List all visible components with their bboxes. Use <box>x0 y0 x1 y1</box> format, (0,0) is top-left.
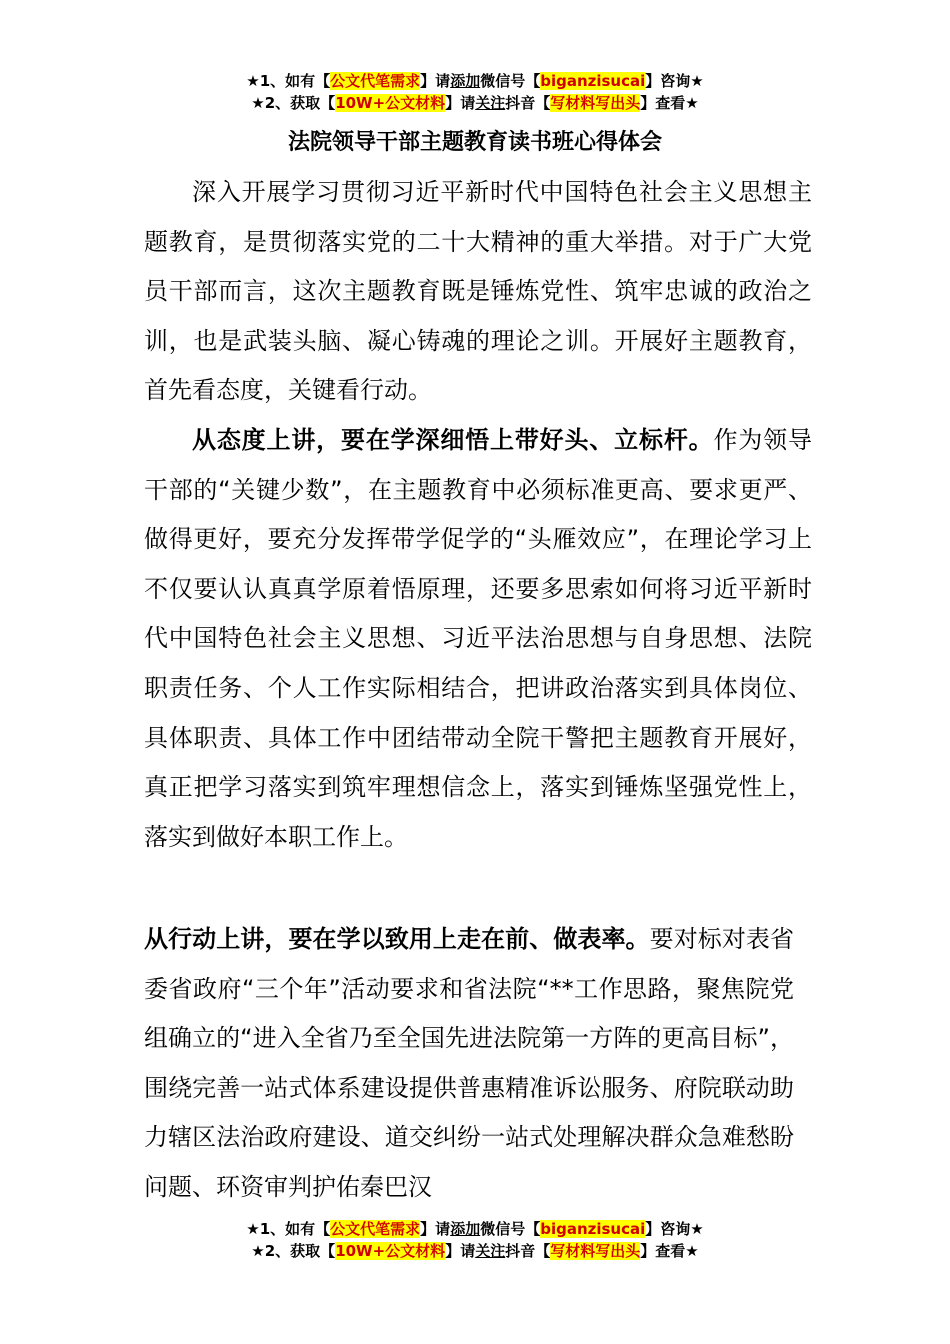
promo-text: 抖音【 <box>505 1242 551 1260</box>
promo-text: 】请 <box>445 94 476 112</box>
paragraph-text: 要对标对表省委省政府“三个年”活动要求和省法院“**工作思路，聚焦院党组确立的“进入全省乃至全国先进法院第一方阵的更高目标”，围绕完善一站式体系建设提供普惠精准诉讼服务、府院联动助力辖区法治政府建设、道交纠纷一站式处理解决群众急难愁盼问题、环资审判护佑秦巴汉 <box>144 925 795 1201</box>
promo-text: 】请 <box>445 1242 476 1260</box>
promo-highlight: biganzisucai <box>540 72 646 90</box>
promo-text: ★2、获取【 <box>251 1242 336 1260</box>
body-paragraph-3 <box>144 915 794 1213</box>
promo-text: 微信号【 <box>480 1220 541 1238</box>
footer-promo-banner <box>0 1218 950 1262</box>
promo-highlight: 10W+公文材料 <box>335 1242 446 1260</box>
promo-line-2 <box>0 1240 950 1262</box>
header-promo-banner <box>0 70 950 114</box>
paragraph-text: 深入开展学习贯彻习近平新时代中国特色社会主义思想主题教育，是贯彻落实党的二十大精神的重大举措。对于广大党员干部而言，这次主题教育既是锤炼党性、筑牢忠诚的政治之训，也是武装头脑、凝心铸魂的理论之训。开展好主题教育，首先看态度，关键看行动。 <box>144 178 812 405</box>
promo-text: 】查看★ <box>640 94 699 112</box>
promo-highlight: 公文代笔需求 <box>330 72 421 90</box>
promo-text: 】咨询★ <box>645 1220 704 1238</box>
promo-text: 】请 <box>420 1220 451 1238</box>
promo-line-2 <box>0 92 950 114</box>
promo-text: ★2、获取【 <box>251 94 336 112</box>
paragraph-lead: 从行动上讲，要在学以致用上走在前、做表率。 <box>144 925 650 953</box>
paragraph-lead: 从态度上讲，要在学深细悟上带好头、立标杆。 <box>192 426 714 454</box>
body-paragraph-2 <box>144 416 812 862</box>
promo-line-1 <box>0 70 950 92</box>
promo-highlight: 公文代笔需求 <box>330 1220 421 1238</box>
promo-highlight: biganzisucai <box>540 1220 646 1238</box>
promo-text: 抖音【 <box>505 94 551 112</box>
promo-line-1 <box>0 1218 950 1240</box>
promo-underlined: 添加 <box>450 72 481 90</box>
promo-text: ★1、如有【 <box>246 72 331 90</box>
document-title: 法院领导干部主题教育读书班心得体会 <box>287 130 662 155</box>
body-paragraph-1 <box>144 168 812 416</box>
promo-underlined: 关注 <box>475 94 506 112</box>
promo-text: 】查看★ <box>640 1242 699 1260</box>
promo-highlight: 写材料写出头 <box>550 1242 641 1260</box>
promo-text: ★1、如有【 <box>246 1220 331 1238</box>
promo-highlight: 10W+公文材料 <box>335 94 446 112</box>
promo-underlined: 添加 <box>450 1220 481 1238</box>
promo-text: 微信号【 <box>480 72 541 90</box>
promo-underlined: 关注 <box>475 1242 506 1260</box>
paragraph-text: 作为领导干部的“关键少数”，在主题教育中必须标准更高、要求更严、做得更好，要充分发挥带学促学的“头雁效应”，在理论学习上不仅要认认真真学原着悟原理，还要多思索如何将习近平新时代中国特色社会主义思想、习近平法治思想与自身思想、法院职责任务、个人工作实际相结合，把讲政治落实到具体岗位、具体职责、具体工作中团结带动全院干警把主题教育开展好，真正把学习落实到筑牢理想信念上，落实到锤炼坚强党性上，落实到做好本职工作上。 <box>144 426 812 851</box>
promo-highlight: 写材料写出头 <box>550 94 641 112</box>
promo-text: 】请 <box>420 72 451 90</box>
promo-text: 】咨询★ <box>645 72 704 90</box>
